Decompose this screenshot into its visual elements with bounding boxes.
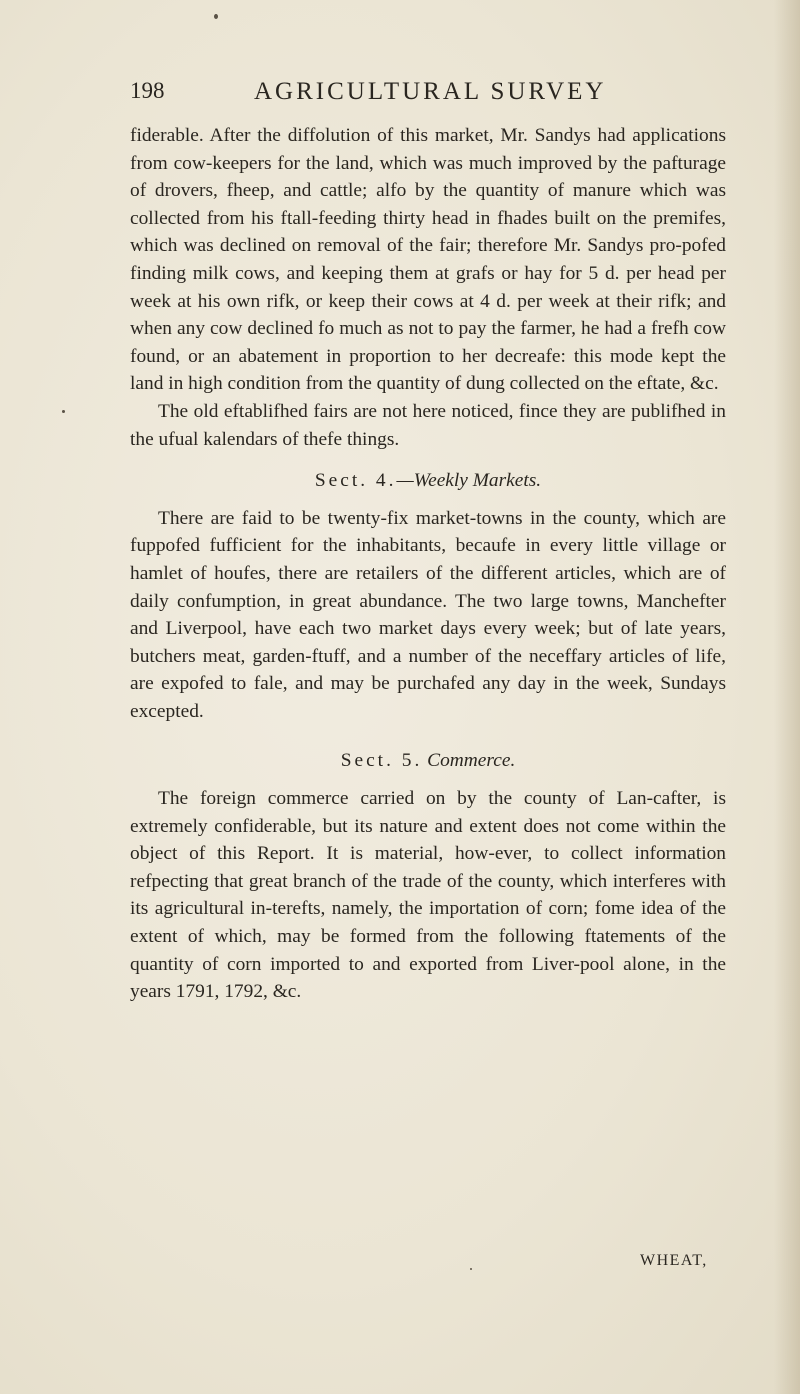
section-heading-weekly-markets [130,467,726,495]
catchword: WHEAT, [640,1252,708,1269]
paragraph-fairs: The old eftablifhed fairs are not here noticed, fince they are publifhed in the ufual kalendars of thefe things. [130,400,726,450]
section-label: Sect. 4. [314,470,397,492]
section-label: Sect. 5. [340,750,423,772]
section-title: —Weekly Markets. [396,470,542,492]
page-number: 198 [130,78,165,103]
page-edge-shadow [774,0,800,1394]
ink-speck [214,14,218,19]
paragraph-commerce: The foreign commerce carried on by the county of Lan-cafter, is extremely confiderable, but its nature and extent does not come within the object of this Report. It is material, how-ever, to collect information refpecting that great branch of the trade of the county, which interferes with its agricultural in-terefts, namely, the importation of corn; fome idea of the extent of which, may be formed from the following ftatements of the quantity of corn imported to and exported from Liver-pool alone, in the years 1791, 1792, &c. [130,788,726,1003]
ink-speck [470,1268,472,1270]
running-title: AGRICULTURAL SURVEY [254,78,607,105]
body-text [130,122,726,1006]
paragraph-weekly-markets: There are faid to be twenty-fix market-towns in the county, which are fuppofed fufficient for the inhabitants, becaufe in every little village or hamlet of houfes, there are retailers of the different articles, which are of daily confumption, in great abundance. The two large towns, Manchefter and Liverpool, have each two market days every week; but of late years, butchers meat, garden-ftuff, and a number of the neceffary articles of life, are expofed to fale, and may be purchafed any day in the week, Sundays excepted. [130,507,726,722]
ink-speck [62,410,65,413]
paragraph-continued: fiderable. After the diffolution of this market, Mr. Sandys had applications from cow-keepers for the land, which was much improved by the pafturage of drovers, fheep, and cattle; alfo by the quantity of manure which was collected from his ftall-feeding thirty head in fhades built on the premifes, which was declined on removal of the fair; therefore Mr. Sandys pro-pofed finding milk cows, and keeping them at grafs or hay for 5 d. per head per week at his own rifk, or keep their cows at 4 d. per week at their rifk; and when any cow declined fo much as not to pay the farmer, he had a frefh cow found, or an abatement in proportion to her decreafe: this mode kept the land in high condition from the quantity of dung collected on the eftate, &c. [130,125,726,395]
section-title: Commerce. [427,750,516,772]
running-header [130,78,730,118]
section-heading-commerce [130,747,726,775]
